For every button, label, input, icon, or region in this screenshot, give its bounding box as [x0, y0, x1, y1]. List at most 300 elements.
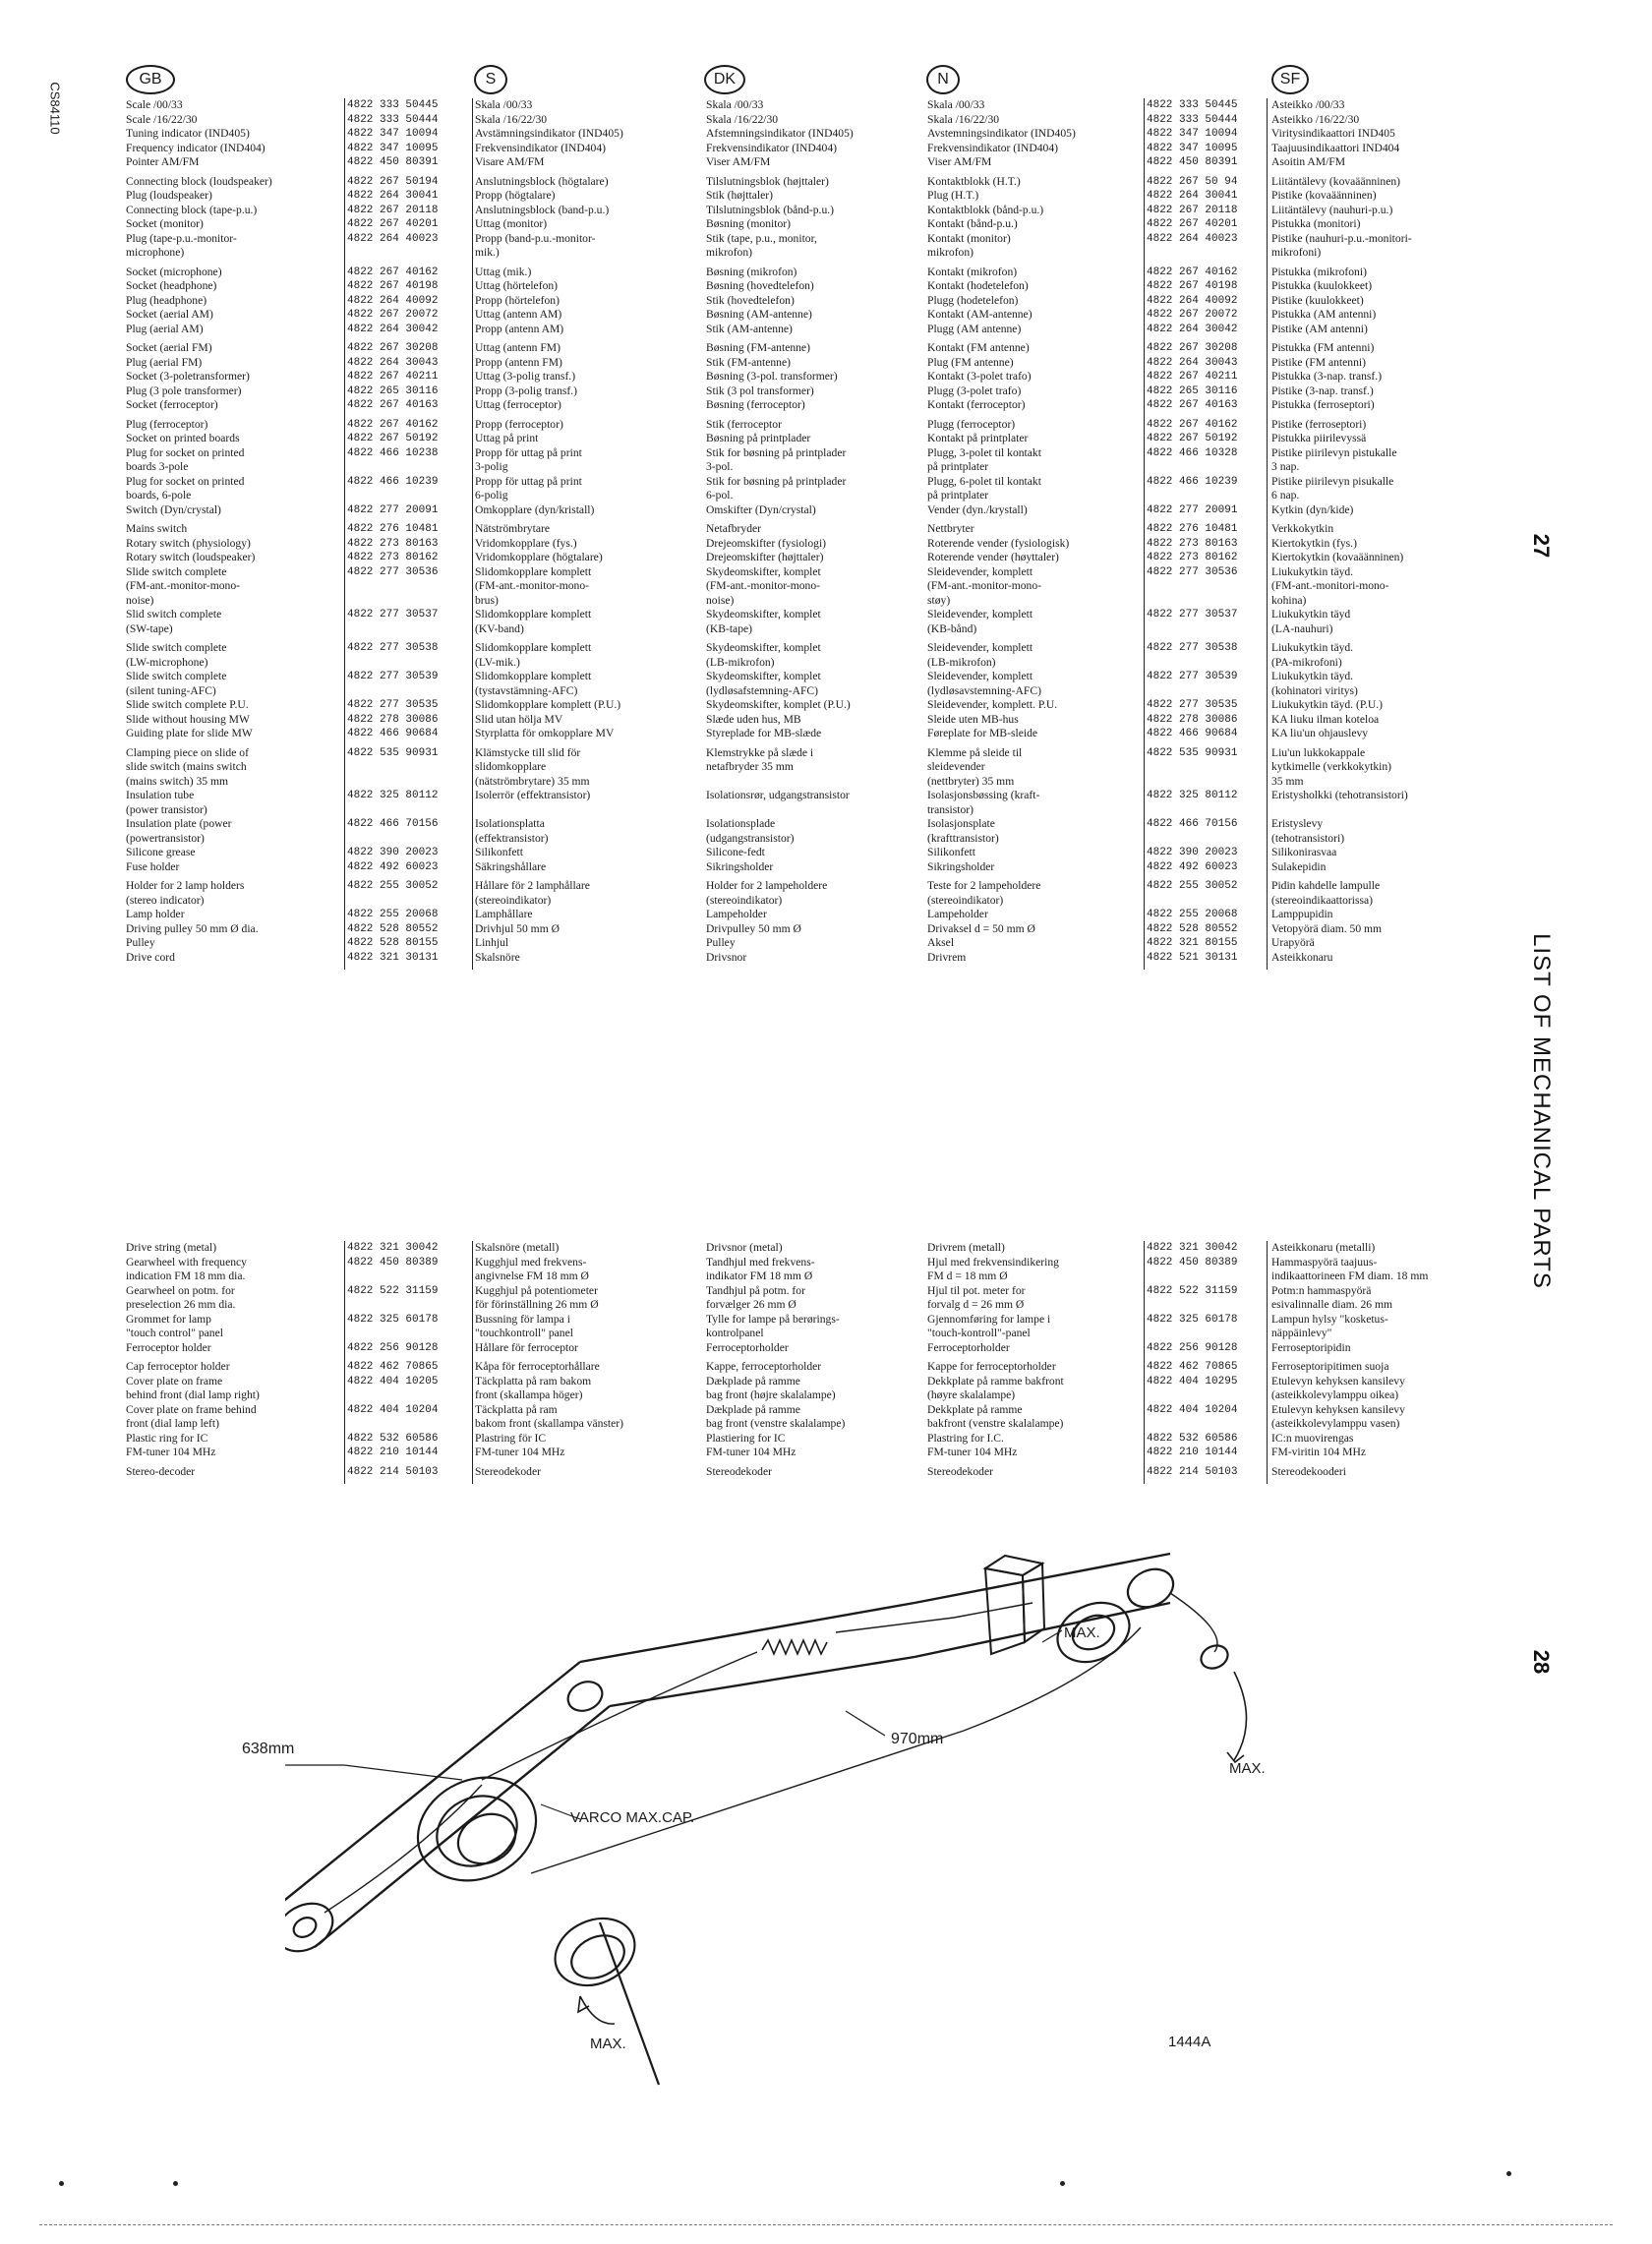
- parts-row: [126, 127, 1395, 142]
- parts-row: [126, 921, 1383, 937]
- cell-danish: Slæde uden hus, MB: [706, 712, 801, 726]
- cell-english: noise): [126, 593, 154, 607]
- cell-swedish: Isolationsplatta: [475, 817, 545, 830]
- parts-row: [126, 322, 1368, 337]
- cell-english: Plastic ring for IC: [126, 1431, 208, 1445]
- cell-norwegian: Ferroceptorholder: [927, 1340, 1010, 1354]
- cell-part-number-repeat: 4822 466 70156: [1147, 818, 1238, 830]
- cell-finnish: Pistike (kovaäänninen): [1271, 189, 1377, 202]
- cell-norwegian: Plugg (AM antenne): [927, 322, 1022, 335]
- cell-finnish: Pistike (AM antenni): [1271, 322, 1368, 335]
- parts-row: [126, 621, 1333, 637]
- cell-english: Slide switch complete: [126, 641, 227, 654]
- parts-row: [126, 489, 1300, 503]
- cell-finnish: Vetopyörä diam. 50 mm: [1271, 921, 1383, 935]
- cell-part-number: 4822 267 20072: [347, 309, 439, 321]
- cell-swedish: Skalsnöre (metall): [475, 1241, 560, 1254]
- cell-finnish: Silikonirasvaa: [1271, 846, 1337, 858]
- parts-row: [126, 760, 1392, 775]
- cell-finnish: Etulevyn kehyksen kansilevy: [1271, 1374, 1405, 1388]
- varco-label: VARCO MAX.CAP.: [570, 1809, 695, 1826]
- cell-danish: Tylle for lampe på berørings-: [706, 1312, 840, 1326]
- cell-swedish: Isolerrör (effektransistor): [475, 789, 591, 801]
- cell-part-number: 4822 277 30538: [347, 642, 439, 654]
- cell-part-number: 4822 255 30052: [347, 880, 439, 892]
- cell-english: Slide without housing MW: [126, 712, 250, 726]
- cell-part-number: 4822 264 40092: [347, 294, 439, 307]
- cell-danish: Klemstrykke på slæde i: [706, 745, 814, 759]
- cell-finnish: Viritysindikaattori IND405: [1271, 127, 1395, 140]
- cell-part-number: 4822 267 50194: [347, 175, 439, 188]
- cell-part-number: 4822 267 40163: [347, 399, 439, 411]
- cell-english: Scale /00/33: [126, 98, 183, 111]
- cell-part-number: 4822 273 80163: [347, 537, 439, 550]
- cell-part-number-repeat: 4822 390 20023: [1147, 847, 1238, 858]
- cell-part-number: 4822 277 30537: [347, 609, 439, 620]
- cell-english: Cover plate on frame behind: [126, 1402, 257, 1416]
- cell-norwegian: Nettbryter: [927, 522, 974, 535]
- cell-finnish: Ferroseptoripitimen suoja: [1271, 1360, 1389, 1373]
- cell-swedish: Skalsnöre: [475, 950, 520, 964]
- cell-norwegian: Plastring for I.C.: [927, 1431, 1004, 1445]
- cell-part-number-repeat: 4822 278 30086: [1147, 713, 1238, 726]
- cell-danish: Bøsning (3-pol. transformer): [706, 370, 838, 383]
- cell-part-number: 4822 325 80112: [347, 790, 439, 801]
- cell-swedish: mik.): [475, 246, 500, 259]
- cell-norwegian: Viser AM/FM: [927, 155, 992, 168]
- cell-swedish: "touchkontroll" panel: [475, 1327, 573, 1339]
- cell-part-number: 4822 535 90931: [347, 746, 439, 759]
- cell-part-number-repeat: 4822 325 60178: [1147, 1313, 1238, 1326]
- cell-danish: Stik for bøsning på printplader: [706, 445, 847, 459]
- cell-finnish: Pistike (ferroseptori): [1271, 417, 1367, 431]
- cell-part-number-repeat: 4822 264 40023: [1147, 232, 1238, 245]
- frame-shaft: [285, 1554, 1170, 1947]
- cell-english: slide switch (mains switch: [126, 760, 247, 773]
- cell-norwegian: Skala /00/33: [927, 98, 985, 111]
- column-rule: [472, 1241, 473, 1484]
- cell-danish: Drejeomskifter (fysiologi): [706, 536, 827, 550]
- cell-danish: Stik (tape, p.u., monitor,: [706, 231, 817, 245]
- cell-finnish: Pistike (nauhuri-p.u.-monitori-: [1271, 231, 1412, 245]
- cell-norwegian: Isolasjonsbøssing (kraft-: [927, 789, 1040, 801]
- cell-norwegian: Plugg, 6-polet til kontakt: [927, 474, 1041, 488]
- cell-english: indication FM 18 mm dia.: [126, 1270, 246, 1282]
- cell-norwegian: Sleidevender, komplett: [927, 564, 1033, 578]
- cell-english: Tuning indicator (IND405): [126, 127, 250, 140]
- cell-english: Connecting block (loudspeaker): [126, 174, 272, 188]
- cell-english: Plug (3 pole transformer): [126, 384, 242, 397]
- cell-part-number: 4822 404 10205: [347, 1375, 439, 1388]
- cell-danish: (KB-tape): [706, 621, 752, 635]
- cell-part-number-repeat: 4822 532 60586: [1147, 1432, 1238, 1445]
- cell-part-number-repeat: 4822 210 10144: [1147, 1447, 1238, 1458]
- right-pulley: [1048, 1563, 1232, 1674]
- cell-english: "touch control" panel: [126, 1327, 223, 1339]
- parts-row: [126, 1464, 1346, 1480]
- cell-part-number-repeat: 4822 404 10204: [1147, 1403, 1238, 1416]
- cell-part-number: 4822 450 80391: [347, 156, 439, 168]
- cell-finnish: Etulevyn kehyksen kansilevy: [1271, 1402, 1405, 1416]
- parts-row: [126, 1298, 1392, 1313]
- cell-finnish: (tehotransistori): [1271, 831, 1345, 845]
- parts-row: [126, 460, 1300, 475]
- cell-part-number-repeat: 4822 267 40198: [1147, 280, 1238, 292]
- parts-section: [126, 265, 1377, 337]
- cell-swedish: (nätströmbrytare) 35 mm: [475, 774, 590, 788]
- cell-danish: Drivsnor: [706, 950, 747, 964]
- cell-part-number: 4822 277 30535: [347, 699, 439, 711]
- cell-norwegian: Isolasjonsplate: [927, 817, 995, 830]
- cell-part-number-repeat: 4822 535 90931: [1147, 746, 1238, 759]
- parts-row: [126, 293, 1364, 309]
- cell-english: (powertransistor): [126, 831, 205, 845]
- cell-part-number: 4822 264 40023: [347, 232, 439, 245]
- cell-swedish: Uttag på print: [475, 432, 539, 444]
- parts-row: [126, 1360, 1389, 1375]
- cell-finnish: Pistukka (AM antenni): [1271, 308, 1377, 321]
- cell-danish: kontrolpanel: [706, 1327, 764, 1339]
- parts-row: [126, 355, 1366, 371]
- cell-english: Silicone grease: [126, 846, 196, 858]
- cell-finnish: (stereoindikaattorissa): [1271, 893, 1374, 907]
- cell-finnish: Asoitin AM/FM: [1271, 155, 1346, 168]
- cell-finnish: Asteikko /16/22/30: [1271, 112, 1360, 126]
- cell-part-number-repeat: 4822 264 30042: [1147, 323, 1238, 335]
- cell-english: Driving pulley 50 mm Ø dia.: [126, 921, 259, 935]
- parts-row: [126, 1255, 1378, 1270]
- cell-finnish: Pistike (kuulokkeet): [1271, 293, 1364, 307]
- cell-danish: Stik for bøsning på printplader: [706, 474, 847, 488]
- column-rule: [472, 98, 473, 970]
- cell-part-number: 4822 267 40211: [347, 371, 439, 383]
- drive-pulley: [544, 1906, 659, 2085]
- parts-row: [126, 1388, 1399, 1403]
- cell-english: Socket (monitor): [126, 217, 204, 230]
- cell-swedish: Nätströmbrytare: [475, 522, 550, 535]
- column-rule: [1267, 1241, 1268, 1484]
- cell-danish: FM-tuner 104 MHz: [706, 1446, 796, 1458]
- cell-part-number-repeat: 4822 264 30041: [1147, 190, 1238, 202]
- cell-finnish: Hammaspyörä taajuus-: [1271, 1255, 1378, 1269]
- cell-danish: Drivsnor (metal): [706, 1241, 783, 1254]
- parts-row: [126, 1431, 1354, 1447]
- column-rule: [1144, 1241, 1145, 1484]
- cell-danish: netafbryder 35 mm: [706, 760, 794, 773]
- cell-danish: Holder for 2 lampeholdere: [706, 879, 828, 892]
- cell-english: (silent tuning-AFC): [126, 683, 216, 697]
- cell-english: Insulation tube: [126, 789, 195, 801]
- parts-row: [126, 141, 1400, 156]
- cell-part-number: 4822 333 50445: [347, 99, 439, 111]
- max-arrow-bottom: [578, 1996, 615, 2024]
- cell-norwegian: Plug (H.T.): [927, 189, 979, 202]
- cell-swedish: Propp (3-polig transf.): [475, 384, 578, 397]
- cell-danish: Bøsning (ferroceptor): [706, 398, 805, 411]
- cell-danish: Tandhjul på potm. for: [706, 1283, 805, 1297]
- cell-part-number: 4822 267 40162: [347, 266, 439, 278]
- cell-norwegian: forvalg d = 26 mm Ø: [927, 1298, 1025, 1311]
- cell-part-number: 4822 264 30041: [347, 190, 439, 202]
- cell-english: Stereo-decoder: [126, 1464, 196, 1478]
- cell-danish: Skydeomskifter, komplet: [706, 564, 821, 578]
- cell-norwegian: Kontaktblokk (bånd-p.u.): [927, 203, 1044, 216]
- cell-part-number: 4822 466 10238: [347, 446, 439, 459]
- cell-danish: Skydeomskifter, komplet (P.U.): [706, 698, 851, 711]
- cell-norwegian: på printplater: [927, 460, 989, 473]
- cell-finnish: Lamppupidin: [1271, 908, 1333, 920]
- cell-norwegian: (LB-mikrofon): [927, 655, 996, 669]
- cell-english: Socket (ferroceptor): [126, 398, 218, 411]
- parts-row: [126, 698, 1384, 713]
- cell-norwegian: Lampeholder: [927, 908, 988, 920]
- cell-finnish: Liitäntälevy (kovaäänninen): [1271, 174, 1401, 188]
- cell-norwegian: FM-tuner 104 MHz: [927, 1446, 1018, 1458]
- cell-part-number: 4822 466 10239: [347, 475, 439, 488]
- parts-table-top: [126, 98, 1412, 970]
- column-rule: [344, 98, 345, 970]
- cell-english: Slide switch complete: [126, 564, 227, 578]
- cell-part-number-repeat: 4822 267 40162: [1147, 266, 1238, 278]
- cell-swedish: Kugghjul med frekvens-: [475, 1255, 587, 1269]
- cell-swedish: Frekvensindikator (IND404): [475, 141, 606, 154]
- page-number-27: 27: [1529, 533, 1554, 559]
- cell-finnish: Stereodekooderi: [1271, 1464, 1346, 1478]
- parts-row: [126, 417, 1367, 433]
- parts-row: [126, 655, 1342, 671]
- cell-norwegian: støy): [927, 593, 951, 607]
- cell-danish: (FM-ant.-monitor-mono-: [706, 579, 821, 592]
- cell-english: FM-tuner 104 MHz: [126, 1446, 216, 1458]
- max-label-top: MAX.: [1064, 1624, 1100, 1641]
- parts-row: [126, 203, 1393, 218]
- cell-swedish: Täckplatta på ram bakom: [475, 1374, 592, 1388]
- cell-danish: Tilslutningsblok (højttaler): [706, 174, 829, 188]
- cell-swedish: Omkopplare (dyn/kristall): [475, 502, 595, 516]
- column-rule: [1144, 98, 1145, 970]
- cell-swedish: (FM-ant.-monitor-mono-: [475, 579, 590, 592]
- language-badge-n: N: [926, 65, 960, 94]
- cell-swedish: Plastring för IC: [475, 1431, 547, 1445]
- cell-danish: Ferroceptorholder: [706, 1340, 789, 1354]
- cell-finnish: Pistike piirilevyn pisukalle: [1271, 474, 1394, 488]
- parts-row: [126, 817, 1324, 832]
- cell-english: Guiding plate for slide MW: [126, 727, 253, 739]
- parts-row: [126, 522, 1334, 537]
- cell-norwegian: Sleidevender, komplett. P.U.: [927, 698, 1058, 711]
- footer-divider: [39, 2224, 1613, 2226]
- cell-danish: Stik (ferroceptor: [706, 417, 782, 431]
- parts-section: [126, 1360, 1405, 1460]
- parts-row: [126, 155, 1346, 170]
- cell-part-number: 4822 267 50192: [347, 433, 439, 444]
- dial-drive-diagram: [242, 1534, 1288, 2095]
- parts-row: [126, 908, 1333, 922]
- cell-finnish: Pistukka (monitori): [1271, 217, 1361, 230]
- cell-swedish: Hållare för ferroceptor: [475, 1340, 578, 1354]
- cell-part-number: 4822 333 50444: [347, 113, 439, 126]
- cell-swedish: angivnelse FM 18 mm Ø: [475, 1270, 589, 1282]
- cell-norwegian: Sleidevender, komplett: [927, 641, 1033, 654]
- cell-finnish: Kiertokytkin (fys.): [1271, 536, 1357, 550]
- cell-norwegian: (stereoindikator): [927, 893, 1004, 907]
- cell-swedish: Klämstycke till slid för: [475, 745, 581, 759]
- cell-finnish: (PA-mikrofoni): [1271, 655, 1342, 669]
- parts-row: [126, 1374, 1405, 1389]
- parts-row: [126, 879, 1381, 894]
- cell-finnish: kytkimelle (verkkokytkin): [1271, 760, 1392, 773]
- cell-part-number-repeat: 4822 255 20068: [1147, 909, 1238, 920]
- cell-part-number: 4822 277 20091: [347, 503, 439, 516]
- cell-danish: Bøsning (FM-antenne): [706, 341, 810, 354]
- cell-english: Plug (loudspeaker): [126, 189, 212, 202]
- cell-norwegian: Kontaktblokk (H.T.): [927, 174, 1021, 188]
- cell-english: Gearwheel with frequency: [126, 1255, 247, 1269]
- parts-row: [126, 265, 1367, 280]
- cell-swedish: (effektransistor): [475, 831, 549, 845]
- cell-english: Fuse holder: [126, 859, 180, 873]
- cell-danish: Skydeomskifter, komplet: [706, 641, 821, 654]
- cell-part-number-repeat: 4822 264 30043: [1147, 356, 1238, 369]
- cell-norwegian: Vender (dyn./krystall): [927, 502, 1028, 516]
- cell-swedish: Skala /00/33: [475, 98, 533, 111]
- parts-row: [126, 936, 1315, 951]
- cell-danish: Drejeomskifter (højttaler): [706, 551, 824, 563]
- parts-row: [126, 1446, 1366, 1460]
- parts-section: [126, 174, 1412, 261]
- cell-english: Drive string (metal): [126, 1241, 217, 1254]
- parts-row: [126, 189, 1377, 204]
- cell-part-number: 4822 214 50103: [347, 1465, 439, 1478]
- parts-section: [126, 879, 1383, 965]
- cell-part-number: 4822 450 80389: [347, 1256, 439, 1269]
- cell-part-number-repeat: 4822 267 40211: [1147, 371, 1238, 383]
- parts-row: [126, 370, 1383, 384]
- cell-english: Rotary switch (loudspeaker): [126, 551, 256, 563]
- cell-part-number: 4822 466 90684: [347, 728, 439, 739]
- cell-finnish: 3 nap.: [1271, 460, 1300, 473]
- document-side-code: CS84110: [47, 82, 63, 135]
- cell-danish: Afstemningsindikator (IND405): [706, 127, 854, 140]
- cell-finnish: Kytkin (dyn/kide): [1271, 502, 1354, 516]
- cell-danish: (stereoindikator): [706, 893, 783, 907]
- parts-row: [126, 1417, 1400, 1432]
- cell-danish: noise): [706, 593, 735, 607]
- cell-english: Slide switch complete P.U.: [126, 698, 249, 711]
- cell-part-number: 4822 255 20068: [347, 909, 439, 920]
- cell-norwegian: Teste for 2 lampeholdere: [927, 879, 1041, 892]
- cell-english: Socket (headphone): [126, 279, 217, 292]
- cell-finnish: Liitäntälevy (nauhuri-p.u.): [1271, 203, 1393, 216]
- cell-swedish: Propp för uttag på print: [475, 445, 582, 459]
- cell-danish: Stik (FM-antenne): [706, 355, 791, 369]
- cell-norwegian: Kontakt (monitor): [927, 231, 1011, 245]
- cell-swedish: Propp (band-p.u.-monitor-: [475, 231, 596, 245]
- parts-row: [126, 445, 1397, 461]
- cell-danish: Skala /16/22/30: [706, 112, 779, 126]
- parts-row: [126, 474, 1394, 490]
- cell-finnish: Urapyörä: [1271, 936, 1315, 949]
- cell-english: Plug for socket on printed: [126, 474, 245, 488]
- cell-part-number-repeat: 4822 267 40201: [1147, 218, 1238, 230]
- cell-part-number-repeat: 4822 276 10481: [1147, 523, 1238, 535]
- cell-part-number: 4822 390 20023: [347, 847, 439, 858]
- cell-part-number-repeat: 4822 325 80112: [1147, 790, 1238, 801]
- cell-part-number-repeat: 4822 528 80552: [1147, 922, 1238, 935]
- cell-finnish: näppäinlevy": [1271, 1327, 1332, 1339]
- cell-finnish: IC:n muovirengas: [1271, 1431, 1354, 1445]
- cell-part-number: 4822 256 90128: [347, 1341, 439, 1354]
- cell-danish: Dækplade på ramme: [706, 1402, 800, 1416]
- cell-finnish: Liukukytkin täyd. (P.U.): [1271, 698, 1384, 711]
- cell-norwegian: Hjul til pot. meter for: [927, 1283, 1026, 1297]
- parts-row: [126, 727, 1369, 741]
- parts-row: [126, 279, 1373, 294]
- cell-danish: (lydløsafstemning-AFC): [706, 683, 818, 697]
- cell-finnish: Sulakepidin: [1271, 859, 1327, 873]
- cell-swedish: Uttag (mik.): [475, 265, 532, 278]
- cell-finnish: Pistukka piirilevyssä: [1271, 432, 1367, 444]
- cell-norwegian: Kontakt på printplater: [927, 432, 1029, 444]
- cell-finnish: Pistukka (ferroseptori): [1271, 398, 1375, 411]
- cell-norwegian: Kontakt (mikrofon): [927, 265, 1018, 278]
- cell-swedish: Bussning för lampa i: [475, 1312, 570, 1326]
- cell-english: Clamping piece on slide of: [126, 745, 249, 759]
- cell-danish: Bøsning (monitor): [706, 217, 791, 230]
- parts-section: [126, 98, 1400, 170]
- cell-part-number: 4822 267 40198: [347, 280, 439, 292]
- cell-norwegian: Sleide uten MB-hus: [927, 712, 1019, 726]
- cell-danish: Tandhjul med frekvens-: [706, 1255, 815, 1269]
- parts-row: [126, 803, 1267, 818]
- cell-part-number-repeat: 4822 277 20091: [1147, 503, 1238, 516]
- cell-finnish: Liukukytkin täyd: [1271, 608, 1351, 620]
- cell-english: boards, 6-pole: [126, 489, 192, 502]
- cell-finnish: (asteikkolevylamppu vasen): [1271, 1417, 1400, 1430]
- scan-dot: [1506, 2171, 1511, 2176]
- cell-norwegian: Dekkplate på ramme: [927, 1402, 1023, 1416]
- cell-english: Plug (ferroceptor): [126, 417, 208, 431]
- cell-norwegian: Hjul med frekvensindikering: [927, 1255, 1059, 1269]
- cell-norwegian: Kontakt (3-polet trafo): [927, 370, 1032, 383]
- cell-part-number-repeat: 4822 521 30131: [1147, 951, 1238, 964]
- cell-english: Insulation plate (power: [126, 817, 232, 830]
- cell-danish: Bøsning (mikrofon): [706, 265, 797, 278]
- cell-part-number-repeat: 4822 277 30536: [1147, 565, 1238, 578]
- cell-norwegian: (FM-ant.-monitor-mono-: [927, 579, 1042, 592]
- cell-finnish: Kiertokytkin (kovaäänninen): [1271, 551, 1404, 563]
- cell-norwegian: (nettbryter) 35 mm: [927, 774, 1015, 788]
- cell-norwegian: Føreplate for MB-sleide: [927, 727, 1038, 739]
- cell-finnish: esivalinnalle diam. 26 mm: [1271, 1298, 1392, 1311]
- top-pulley: [563, 1677, 607, 1717]
- cell-norwegian: Kontakt (ferroceptor): [927, 398, 1026, 411]
- parts-row: [126, 712, 1380, 728]
- cell-part-number-repeat: 4822 273 80163: [1147, 537, 1238, 550]
- cell-danish: Stik (AM-antenne): [706, 322, 793, 335]
- cell-danish: Silicone-fedt: [706, 846, 765, 858]
- cell-swedish: Uttag (monitor): [475, 217, 548, 230]
- cell-swedish: Propp för uttag på print: [475, 474, 582, 488]
- cell-danish: Viser AM/FM: [706, 155, 771, 168]
- cell-norwegian: Gjennomføring for lampe i: [927, 1312, 1051, 1326]
- cell-part-number: 4822 404 10204: [347, 1403, 439, 1416]
- cell-norwegian: transistor): [927, 802, 974, 816]
- language-badge-gb: GB: [126, 65, 175, 94]
- parts-row: [126, 846, 1337, 860]
- cell-part-number: 4822 277 30539: [347, 671, 439, 682]
- cell-norwegian: Frekvensindikator (IND404): [927, 141, 1058, 154]
